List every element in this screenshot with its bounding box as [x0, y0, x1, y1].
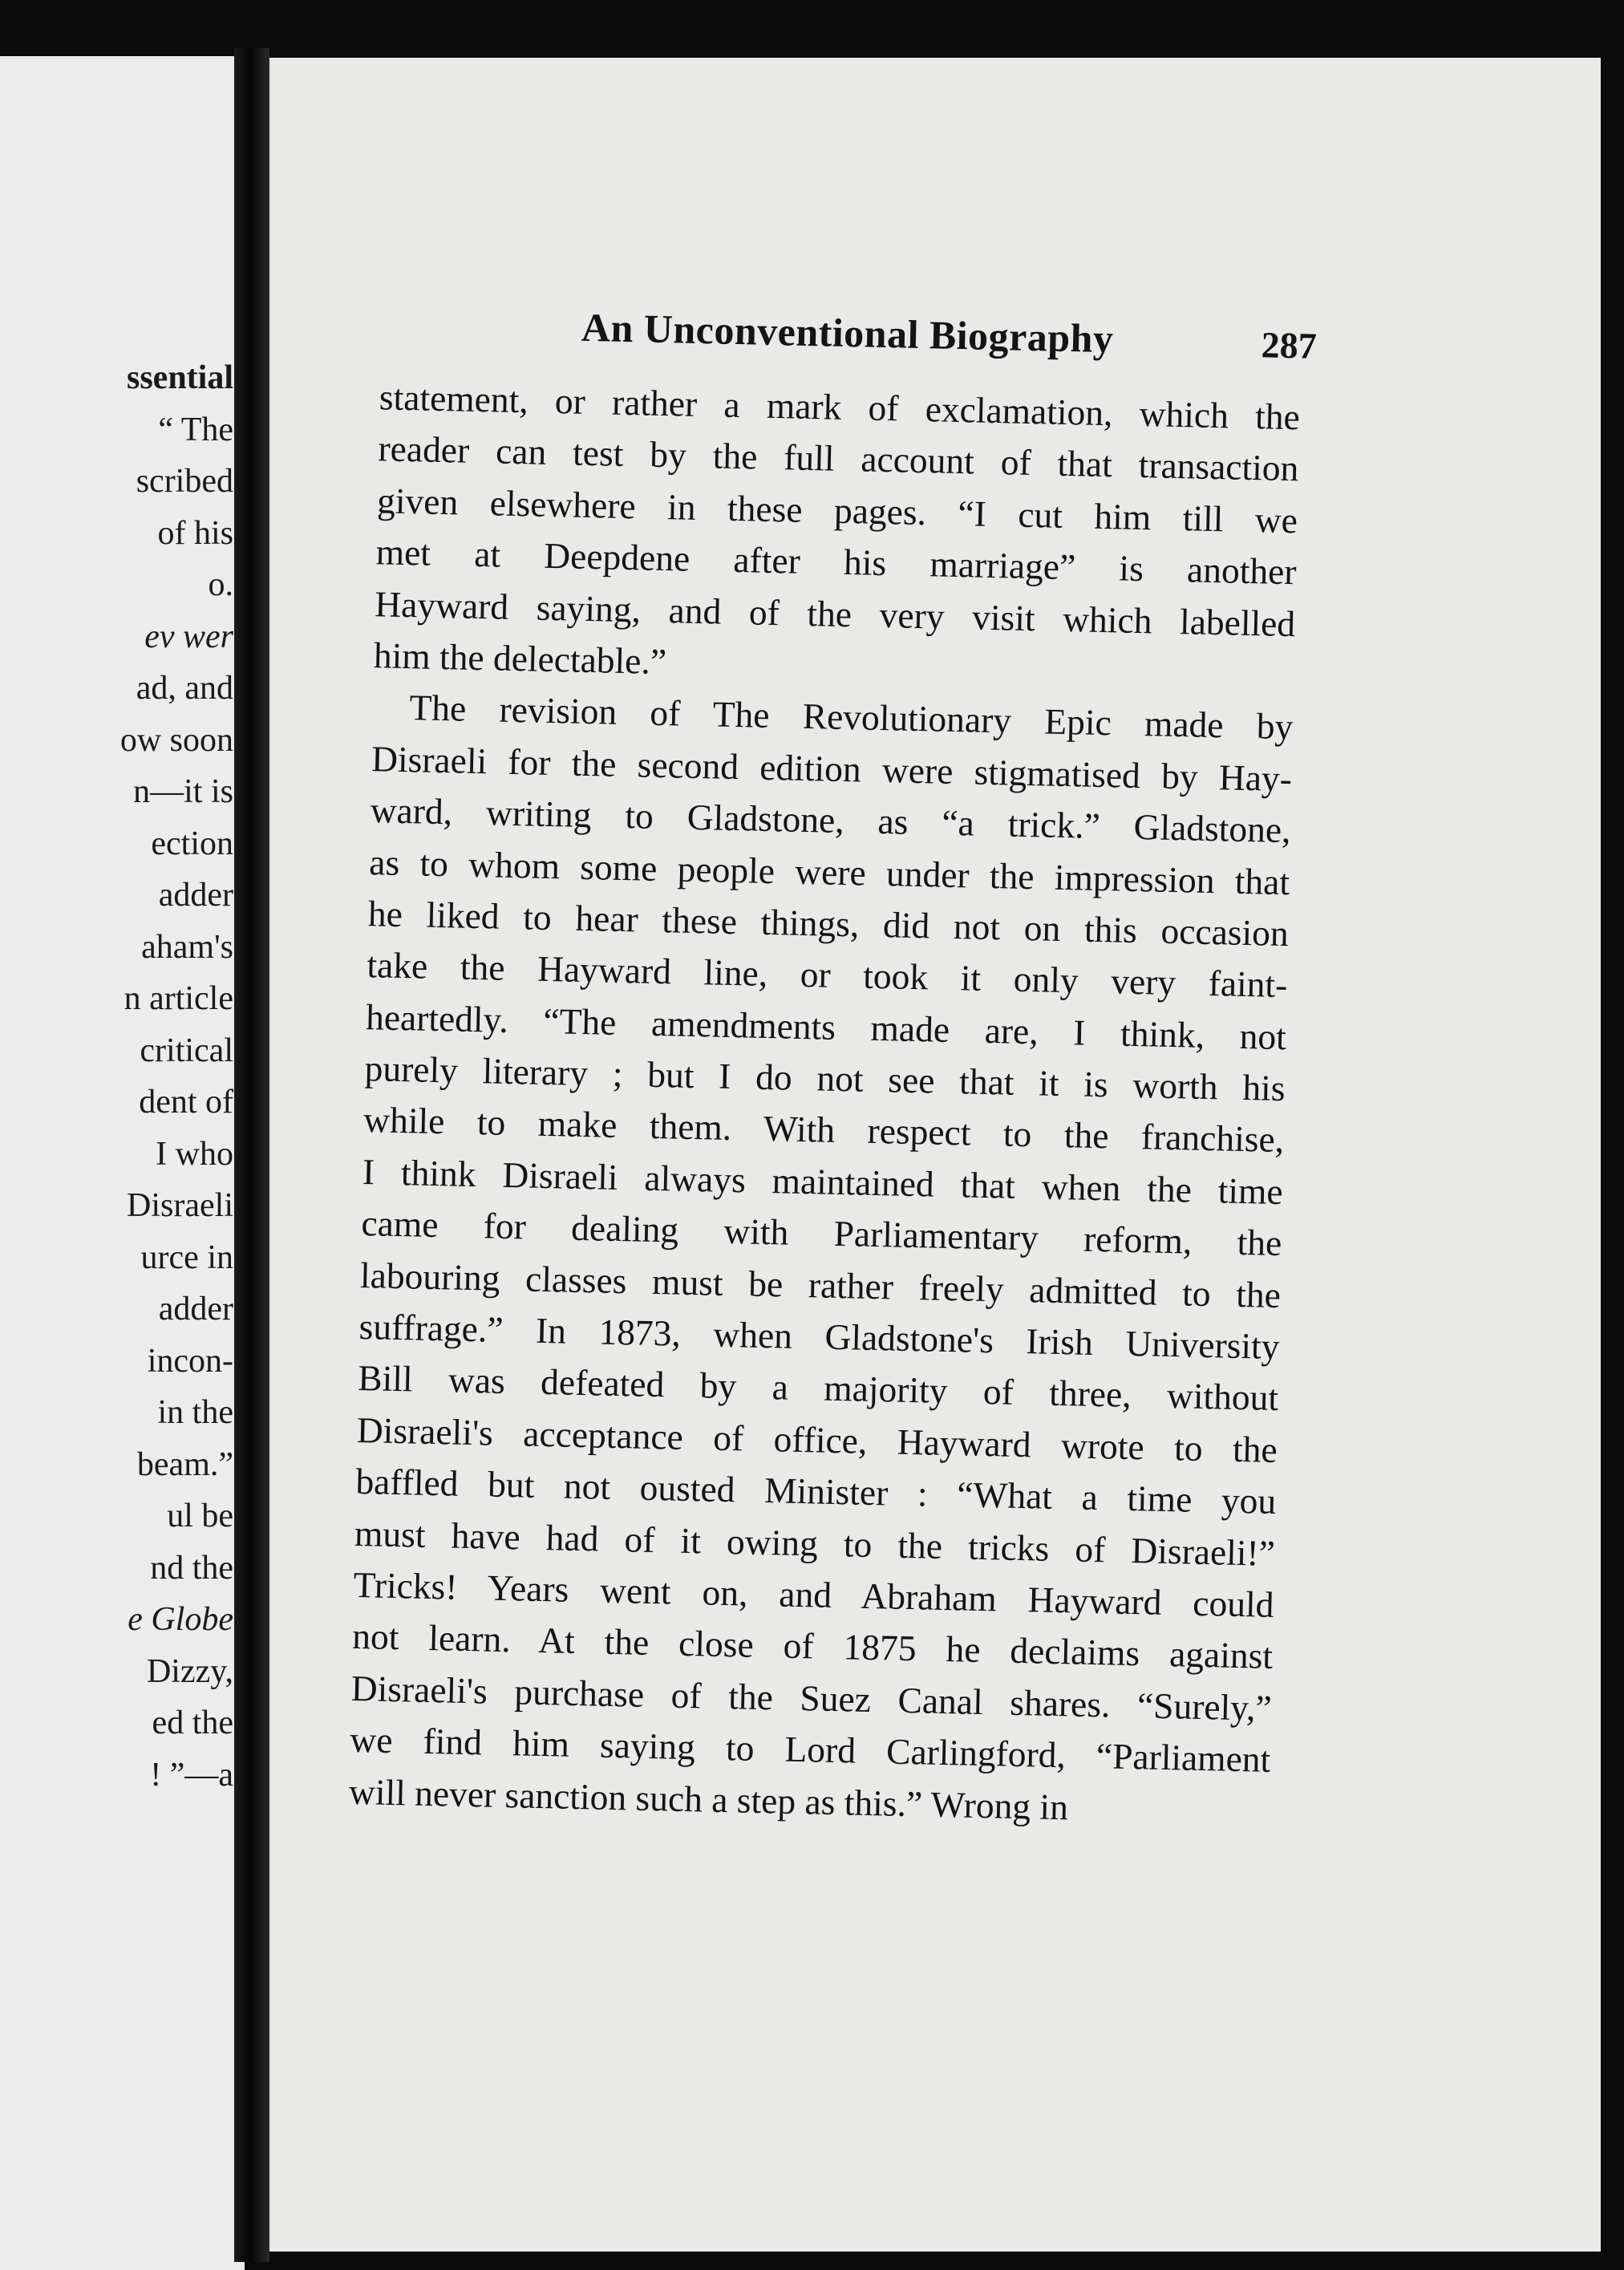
- text-line: while to make them. With respect to the franchise,: [362, 1099, 1285, 1161]
- text-line: came for dealing with Parliamentary reform, the: [360, 1202, 1282, 1264]
- facing-page-line: adder: [158, 877, 233, 914]
- book-gutter: [234, 48, 269, 2262]
- facing-page: [0, 56, 245, 2270]
- text-line: not learn. At the close of 1875 he declaims against: [351, 1615, 1274, 1677]
- text-line: ward, writing to Gladstone, as “a trick.” Gladstone,: [370, 789, 1292, 851]
- book-page: [269, 58, 1601, 2252]
- facing-page-line: ul be: [167, 1498, 233, 1534]
- facing-page-line: n article: [124, 980, 233, 1017]
- text-line: take the Hayward line, or took it only very faint-: [367, 944, 1288, 1006]
- text-line: him the delectable.”: [373, 634, 667, 683]
- facing-page-line: e Globe: [128, 1601, 233, 1638]
- text-line: met at Deepdene after his marriage” is another: [375, 531, 1298, 593]
- facing-page-line: in the: [157, 1394, 233, 1431]
- facing-page-line: ssential: [126, 359, 233, 396]
- facing-page-line: ection: [151, 825, 233, 862]
- text-line: The revision of The Revolutionary Epic made by: [409, 687, 1294, 748]
- text-line: statement, or rather a mark of exclamation, which the: [379, 376, 1301, 438]
- facing-page-line: dent of: [139, 1084, 233, 1121]
- text-line: reader can test by the full account of that transaction: [378, 428, 1299, 489]
- body-text: [348, 371, 1300, 1838]
- facing-page-line: incon-: [147, 1342, 233, 1380]
- facing-page-line: “ The: [158, 411, 233, 448]
- running-head: An Unconventional Biography: [581, 304, 1115, 362]
- text-line: he liked to hear these things, did not on this occasion: [367, 893, 1290, 955]
- text-line: Disraeli for the second edition were stigmatised by Hay-: [371, 737, 1293, 799]
- facing-page-line: urce in: [140, 1238, 233, 1276]
- text-line: suffrage.” In 1873, when Gladstone's Irish University: [358, 1306, 1281, 1368]
- text-line: Disraeli's purchase of the Suez Canal shares. “Surely,”: [350, 1667, 1273, 1729]
- text-line: purely literary ; but I do not see that it is worth his: [364, 1048, 1286, 1109]
- facing-page-line: nd the: [150, 1549, 233, 1587]
- facing-page-line: scribed: [136, 463, 233, 500]
- text-line: will never sanction such a step as this.” Wrong in: [348, 1770, 1069, 1827]
- text-line: labouring classes must be rather freely admitted to the: [359, 1254, 1282, 1315]
- facing-page-line: ! ”—a: [150, 1756, 233, 1794]
- text-line: given elsewhere in these pages. “I cut him till we: [376, 480, 1298, 541]
- text-line: Tricks! Years went on, and Abraham Hayward could: [353, 1563, 1274, 1625]
- facing-page-line: beam.”: [136, 1445, 233, 1483]
- facing-page-line: ow soon: [119, 721, 233, 759]
- text-line: Bill was defeated by a majority of three, without: [357, 1357, 1279, 1419]
- facing-page-line: ed the: [152, 1705, 233, 1741]
- text-line: Disraeli's acceptance of office, Hayward wrote to the: [356, 1409, 1278, 1470]
- text-line: heartedly. “The amendments made are, I think, not: [365, 995, 1287, 1057]
- facing-page-line: Disraeli: [127, 1187, 233, 1224]
- facing-page-line: critical: [140, 1032, 233, 1069]
- facing-page-line: aham's: [141, 928, 233, 966]
- text-line: Hayward saying, and of the very visit which labelled: [374, 582, 1296, 644]
- page-number: 287: [1261, 324, 1318, 367]
- text-line: as to whom some people were under the impression that: [368, 841, 1290, 902]
- facing-page-line: of his: [157, 514, 233, 552]
- text-line: we find him saying to Lord Carlingford, “Parliament: [349, 1719, 1271, 1781]
- text-line: must have had of it owing to the tricks of Disraeli!”: [354, 1512, 1276, 1574]
- facing-page-line: I who: [156, 1135, 233, 1173]
- facing-page-line: o.: [208, 566, 233, 603]
- page-content: [269, 58, 1601, 2252]
- text-line: baffled but not ousted Minister : “What a time you: [354, 1461, 1277, 1522]
- facing-page-line: ev wer: [144, 618, 233, 655]
- text-line: I think Disraeli always maintained that when the time: [362, 1150, 1284, 1212]
- facing-page-line: n—it is: [133, 773, 233, 810]
- facing-page-line: adder: [158, 1291, 233, 1328]
- facing-page-line: Dizzy,: [146, 1652, 233, 1690]
- facing-page-line: ad, and: [136, 670, 233, 707]
